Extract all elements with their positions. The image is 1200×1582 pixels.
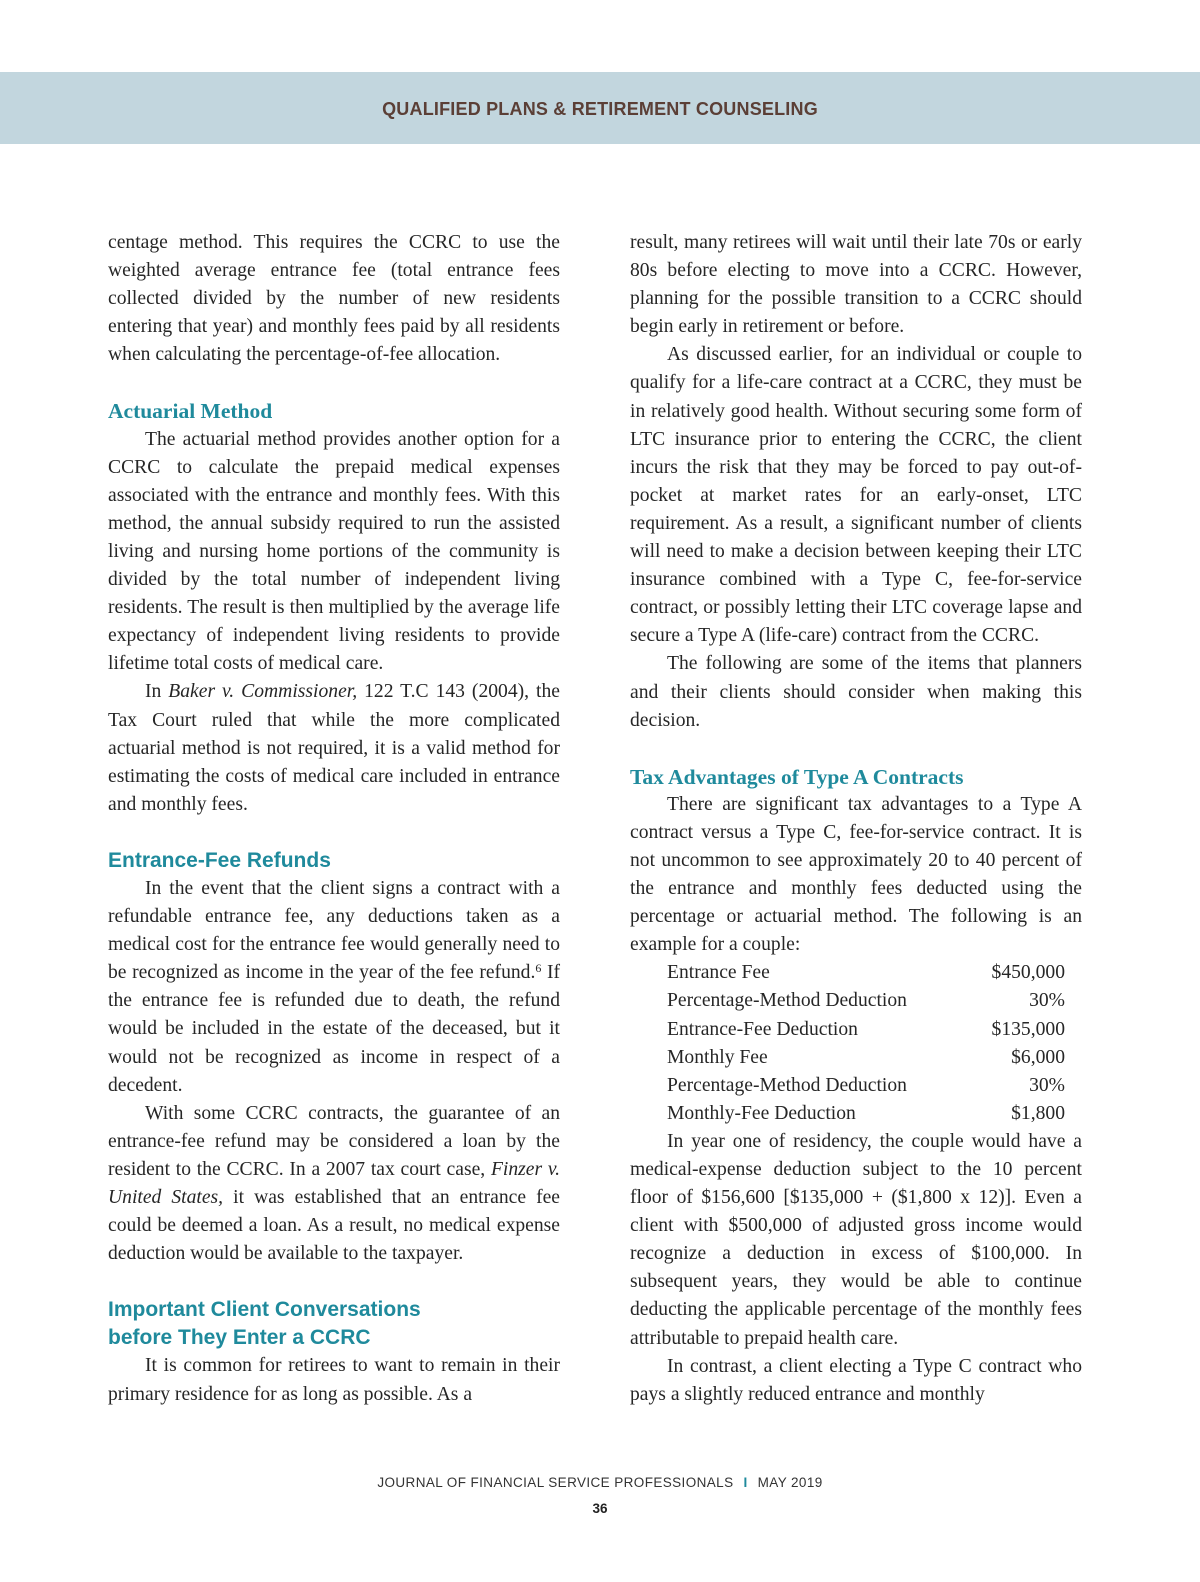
paragraph: result, many retirees will wait until their late 70s or early 80s before electing to move into a CCRC. However, planning for the possible transition to a CCRC should begin early in retirement or before.	[630, 232, 1082, 338]
paragraph: In year one of residency, the couple would have a medical-expense deduction subject to the 10 percent floor of $156,600 [$135,000 + ($1,800 x 12)]. Even a client with $500,000 of adjusted gross income would recognize a deduction in excess of $100,000. In subsequent years, they would be able to continue deducting the applicable percentage of the monthly fees attributable to prepaid health care.	[630, 1130, 1082, 1349]
heading-entrance-fee-refunds: Entrance-Fee Refunds	[108, 848, 331, 872]
example-value: 30%	[1029, 1074, 1065, 1096]
heading-line: Important Client Conversations	[108, 1298, 421, 1322]
example-value: $135,000	[991, 1018, 1065, 1040]
paragraph: As discussed earlier, for an individual or couple to qualify for a life-care contract at a CCRC, they must be in relatively good health. Without securing some form of LTC insurance prior to entering the CCRC, the client incurs the risk that they may be forced to pay out-of-pocket at market rates for an early-onset, LTC requirement. As a result, a significant number of clients will need to make a decision between keeping their LTC insurance combined with a Type C, fee-for-service contract, or possibly letting their LTC coverage lapse and secure a Type A (life-care) contract from the CCRC.	[630, 344, 1082, 647]
section-title: QUALIFIED PLANS & RETIREMENT COUNSELING	[382, 99, 818, 119]
example-row	[630, 1072, 1082, 1100]
paragraph: The actuarial method provides another option for a CCRC to calculate the prepaid medical expenses associated with the entrance and monthly fees. With this method, the annual subsidy required to run the assisted living and nursing home portions of the community is divided by the total number of independent living residents. The result is then multiplied by the average life expectancy of independent living residents to provide lifetime total costs of medical care.	[108, 428, 560, 675]
paragraph: It is common for retirees to want to remain in their primary residence for as long as possible. As a	[108, 1355, 560, 1405]
heading-tax-advantages: Tax Advantages of Type A Contracts	[630, 764, 964, 789]
paragraph: centage method. This requires the CCRC to use the weighted average entrance fee (total entrance fees collected divided by the number of new residents entering that year) and monthly fees paid by all residents when calculating the percentage-of-fee allocation.	[108, 232, 560, 366]
example-row	[630, 1044, 1082, 1072]
text: it was established that an entrance fee could be deemed a loan. As a result, no medical expense deduction would be available to the taxpayer.	[108, 1187, 560, 1265]
example-row	[630, 959, 1082, 987]
text: With some CCRC contracts, the guarantee of an entrance-fee refund may be considered a loan by the resident to the CCRC. In a 2007 tax court case,	[108, 1102, 560, 1180]
text: If the entrance fee is refunded due to death, the refund would be included in the estate of the deceased, but it would not be recognized as income in respect of a decedent.	[108, 962, 560, 1096]
paragraph	[108, 1100, 560, 1269]
footnote-marker: 6	[535, 961, 542, 976]
example-label: Percentage-Method Deduction	[667, 990, 907, 1012]
heading-actuarial-method: Actuarial Method	[108, 399, 273, 424]
example-label: Monthly Fee	[667, 1046, 768, 1068]
paragraph: The following are some of the items that planners and their clients should consider when making this decision.	[630, 653, 1082, 731]
text: In the event that the client signs a contract with a refundable entrance fee, any deductions taken as a medical cost for the entrance fee would generally need to be recognized as income in the year of the fee refund.	[108, 877, 560, 984]
text: 122 T.C 143 (2004), the Tax Court ruled that while the more complicated actuarial method is not required, it is a valid method for estimating the costs of medical care included in entrance and monthly fees.	[108, 681, 560, 815]
heading-line: before They Enter a CCRC	[108, 1326, 371, 1350]
page-number: 36	[592, 1501, 608, 1516]
case-citation: Finzer v. United States,	[108, 1158, 560, 1208]
paragraph	[108, 875, 560, 1100]
footer	[0, 1475, 1200, 1490]
example-row	[630, 1100, 1082, 1128]
example-label: Percentage-Method Deduction	[667, 1074, 907, 1096]
issue-date: MAY 2019	[757, 1475, 823, 1490]
example-label: Entrance Fee	[667, 962, 770, 984]
right-column	[630, 229, 1082, 1409]
section-banner	[0, 72, 1200, 144]
example-value: $6,000	[1011, 1046, 1065, 1068]
case-citation: Baker v. Commissioner,	[168, 681, 358, 703]
example-row	[630, 1016, 1082, 1044]
example-table	[630, 959, 1082, 1128]
example-value: 30%	[1029, 990, 1065, 1012]
paragraph: In contrast, a client electing a Type C contract who pays a slightly reduced entrance and monthly	[630, 1355, 1082, 1405]
left-column	[108, 229, 560, 1409]
example-value: $1,800	[1011, 1102, 1065, 1124]
heading-client-conversations	[108, 1296, 560, 1352]
journal-name: JOURNAL OF FINANCIAL SERVICE PROFESSIONALS	[377, 1475, 734, 1490]
example-label: Entrance-Fee Deduction	[667, 1018, 858, 1040]
example-label: Monthly-Fee Deduction	[667, 1102, 856, 1124]
example-row	[630, 987, 1082, 1015]
text: In	[145, 681, 169, 703]
paragraph: There are significant tax advantages to a Type A contract versus a Type C, fee-for-service contract. It is not uncommon to see approximately 20 to 40 percent of the entrance and monthly fees deducted using the percentage or actuarial method. The following is an example for a couple:	[630, 793, 1082, 956]
paragraph	[108, 678, 560, 818]
example-value: $450,000	[991, 962, 1065, 984]
footer-separator: I	[743, 1475, 748, 1490]
